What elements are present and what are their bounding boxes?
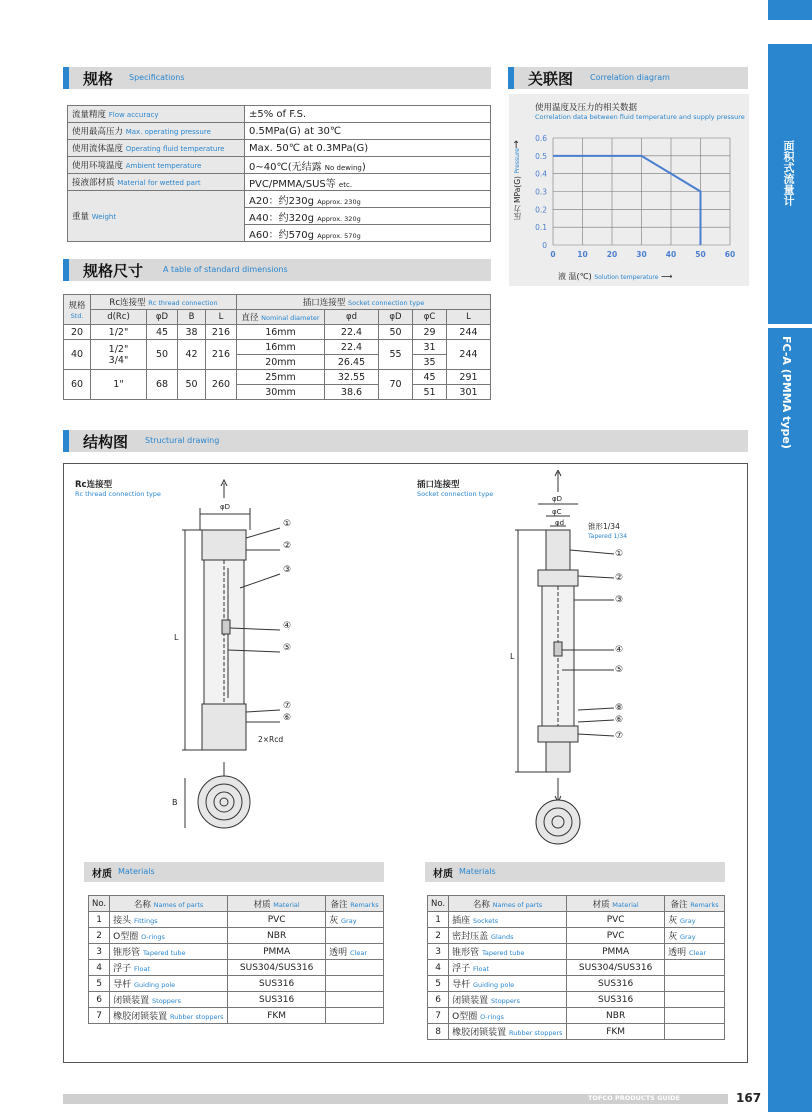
specifications-title-en: Specifications — [129, 73, 185, 82]
col-nominal: 直径 Nominal diameter — [237, 310, 325, 325]
materials-socket-title-en: Materials — [459, 867, 496, 876]
table-row: 2 O型圈 O-rings NBR — [89, 928, 384, 944]
socket-taper-label: 锥形1/34 — [588, 522, 620, 531]
structure-header — [63, 430, 748, 452]
materials-rc-table: No. 名称 Names of parts 材质 Material 备注 Remarks 1 接头 Fittings PVC 灰 Gray 2 O型圈 O-rings NBR 3 锥形管 Tapered tube PMMA 透明 Clear 4 浮子 Float SUS304/SUS316 5 导杆 Guiding pole SUS316 6 闭锁装置 Stoppers SUS316 7 橡胶闭锁装置 Rubber stoppers FKM — [88, 895, 384, 1024]
table-row: 7 橡胶闭锁装置 Rubber stoppers FKM — [89, 1008, 384, 1024]
socket-phiC-label: φC — [552, 508, 562, 516]
table-row: 6 闭锁装置 Stoppers SUS316 — [89, 992, 384, 1008]
sidebar-category-label: 面积式流量计 — [782, 140, 795, 206]
col-phid: φd — [325, 310, 379, 325]
table-row: 1 插座 Sockets PVC 灰 Gray — [428, 912, 725, 928]
table-row: 30mm 38.6 51 301 — [64, 385, 491, 400]
socket-header: 插口连接型 Socket connection type — [237, 295, 491, 310]
series-line — [553, 156, 701, 245]
table-row: 3 锥形管 Tapered tube PMMA 透明 Clear — [89, 944, 384, 960]
rc-drawing-title-en: Rc thread connection type — [75, 490, 161, 498]
table-row: 5 导杆 Guiding pole SUS316 — [428, 976, 725, 992]
dimensions-title: 规格尺寸 — [83, 262, 144, 280]
correlation-chart — [520, 128, 748, 268]
correlation-xlabel — [558, 271, 672, 282]
correlation-subtitle-en: Correlation data between fluid temperature and supply pressure — [535, 113, 745, 121]
table-row: 4 浮子 Float SUS304/SUS316 — [428, 960, 725, 976]
y-tick-label: 0.4 — [535, 169, 547, 179]
table-row: 4 浮子 Float SUS304/SUS316 — [89, 960, 384, 976]
spec-row: A40：约320g Approx. 320g — [68, 208, 491, 225]
materials-rc-header — [84, 862, 384, 882]
materials-socket-title: 材质 — [433, 869, 453, 880]
x-tick-label: 40 — [665, 250, 677, 259]
sidebar-series-block — [768, 328, 812, 1112]
table-row: 20 1/2" 45 38 216 16mm 22.4 50 29 244 — [64, 325, 491, 340]
xlabel-zh: 液 温(℃) — [558, 272, 592, 281]
ylabel-en: Pressure — [514, 148, 521, 174]
spec-row: 接液部材质 Material for wetted part PVC/PMMA/SUS等 etc. — [68, 174, 491, 191]
sidebar-top-block — [768, 0, 812, 20]
socket-drawing-title: 插口连接型 — [417, 480, 460, 490]
spec-row: 流量精度 Flow accuracy ±5% of F.S. — [68, 106, 491, 123]
x-tick-label: 20 — [606, 250, 618, 259]
materials-rc-title: 材质 — [92, 869, 112, 880]
sidebar-category-block — [768, 44, 812, 324]
socket-taper-label-en: Tapered 1/34 — [588, 533, 628, 540]
socket-phiD-label: φD — [552, 495, 563, 503]
spec-row: 使用流体温度 Operating fluid temperature Max. 50℃ at 0.3MPa(G) — [68, 140, 491, 157]
correlation-title: 关联图 — [528, 70, 574, 88]
col-B: B — [178, 310, 206, 325]
y-tick-label: 0.1 — [535, 223, 547, 233]
col-phiC: φC — [413, 310, 447, 325]
materials-socket-table: No. 名称 Names of parts 材质 Material 备注 Remarks 1 插座 Sockets PVC 灰 Gray 2 密封压盖 Glands PVC 灰 Gray 3 锥形管 Tapered tube PMMA 透明 Clear 4 浮子 Float SUS304/SUS316 5 导杆 Guiding pole SUS316 6 闭锁装置 Stoppers SUS316 7 O型圈 O-rings NBR 8 橡胶闭锁装置 Rubber stoppers FKM — [427, 895, 725, 1040]
structure-title: 结构图 — [83, 433, 129, 451]
dimensions-header — [63, 259, 491, 281]
table-row: 7 O型圈 O-rings NBR — [428, 1008, 725, 1024]
rc-header: Rc连接型 Rc thread connection — [91, 295, 237, 310]
specifications-header — [63, 67, 491, 89]
x-tick-label: 10 — [577, 250, 588, 259]
xlabel-arrow-icon: ⟶ — [660, 272, 673, 281]
y-tick-label: 0.2 — [535, 205, 547, 215]
table-row: 20mm 26.45 35 — [64, 355, 491, 370]
materials-socket-header — [425, 862, 725, 882]
y-tick-label: 0 — [542, 241, 547, 250]
spec-row: 使用最高压力 Max. operating pressure 0.5MPa(G) at 30℃ — [68, 123, 491, 140]
correlation-header — [508, 67, 748, 89]
footer-guide: TOFCO PRODUCTS GUIDE — [588, 1094, 680, 1102]
x-tick-label: 0 — [550, 250, 556, 259]
y-tick-label: 0.5 — [535, 151, 547, 161]
specifications-table — [67, 105, 491, 242]
materials-rc-title-en: Materials — [118, 867, 155, 876]
sidebar-series-label: FC-A (PMMA type) — [780, 336, 793, 449]
table-row: 1 接头 Fittings PVC 灰 Gray — [89, 912, 384, 928]
page-number: 167 — [736, 1091, 762, 1105]
x-tick-label: 30 — [636, 250, 647, 259]
xlabel-en: Solution temperature — [594, 274, 659, 281]
col-L: L — [206, 310, 237, 325]
table-row: 3 锥形管 Tapered tube PMMA 透明 Clear — [428, 944, 725, 960]
col-phiD: φD — [147, 310, 178, 325]
rc-phiD-label: φD — [220, 503, 231, 511]
x-tick-label: 50 — [695, 250, 706, 259]
dimensions-table — [63, 294, 491, 400]
table-row: 40 1/2" 3/4" 50 42 216 16mm 22.4 55 31 244 — [64, 340, 491, 355]
rc-B-label: B — [172, 798, 178, 807]
y-tick-label: 0.6 — [535, 134, 547, 143]
rc-flowmeter-drawing — [160, 478, 320, 838]
spec-row: A60：约570g Approx. 570g — [68, 225, 491, 242]
col-L2: L — [447, 310, 491, 325]
table-row: 2 密封压盖 Glands PVC 灰 Gray — [428, 928, 725, 944]
col-d-rc: d(Rc) — [91, 310, 147, 325]
correlation-title-en: Correlation diagram — [590, 73, 670, 82]
table-row: 5 导杆 Guiding pole SUS316 — [89, 976, 384, 992]
spec-row: 使用环境温度 Ambient temperature 0~40℃(无结露 No dewing) — [68, 157, 491, 174]
specifications-title: 规格 — [83, 70, 114, 88]
spec-row: 重量 Weight A20：约230g Approx. 230g — [68, 191, 491, 208]
dimensions-title-en: A table of standard dimensions — [163, 265, 288, 274]
rc-drawing-title: Rc连接型 — [75, 480, 113, 490]
y-tick-label: 0.3 — [535, 187, 547, 197]
rc-rcd-label: 2×Rcd — [258, 735, 284, 744]
socket-drawing-title-en: Socket connection type — [417, 490, 494, 498]
table-row: 8 橡胶闭锁装置 Rubber stoppers FKM — [428, 1024, 725, 1040]
socket-phid-label: φd — [555, 519, 565, 527]
table-row: 60 1" 68 50 260 25mm 32.55 70 45 291 — [64, 370, 491, 385]
socket-L-label: L — [510, 652, 515, 661]
std-header: 规格 Std. — [64, 295, 91, 325]
rc-L-label: L — [174, 633, 179, 642]
structure-title-en: Structural drawing — [145, 436, 220, 445]
ylabel-arrow-icon: ↑ — [512, 140, 521, 151]
correlation-subtitle: 使用温度及压力的相关数据 — [535, 103, 638, 113]
table-row: 6 闭锁装置 Stoppers SUS316 — [428, 992, 725, 1008]
ylabel-zh: 压力 MPa(G) — [513, 176, 522, 221]
x-tick-label: 60 — [724, 250, 736, 259]
col-phiD2: φD — [379, 310, 413, 325]
